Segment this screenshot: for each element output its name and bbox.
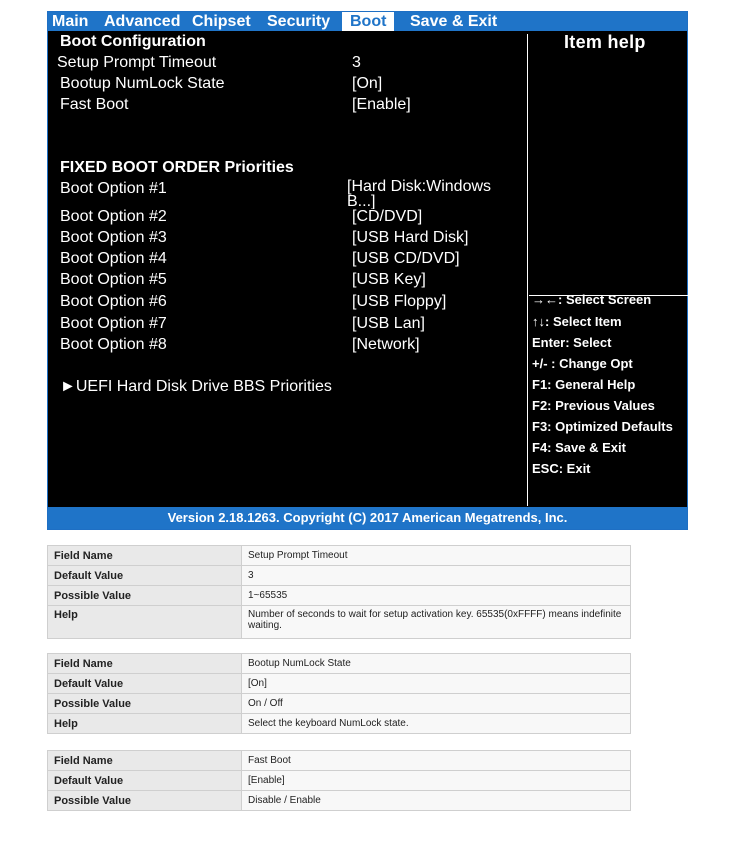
tab-boot[interactable]: Boot bbox=[342, 12, 394, 31]
boot-option-8-label[interactable]: Boot Option #8 bbox=[60, 336, 167, 353]
help-value: Number of seconds to wait for setup activation key. 65535(0xFFFF) means indefinite waiting. bbox=[242, 606, 631, 639]
table-row bbox=[48, 566, 631, 586]
key-legend-optimized-defaults: F3: Optimized Defaults bbox=[532, 419, 673, 434]
possible-value-value: Disable / Enable bbox=[242, 791, 631, 811]
fast-boot-table bbox=[47, 750, 631, 811]
field-name-key: Field Name bbox=[48, 654, 242, 674]
tab-security[interactable]: Security bbox=[267, 13, 331, 30]
boot-option-8-value[interactable]: [Network] bbox=[352, 336, 420, 353]
table-row bbox=[48, 546, 631, 566]
boot-option-2-label[interactable]: Boot Option #2 bbox=[60, 208, 167, 225]
key-legend-save-exit: F4: Save & Exit bbox=[532, 440, 626, 455]
key-legend-previous-values: F2: Previous Values bbox=[532, 398, 655, 413]
tab-save-exit[interactable]: Save & Exit bbox=[410, 13, 498, 30]
boot-option-6-value[interactable]: [USB Floppy] bbox=[352, 293, 447, 310]
field-name-key: Field Name bbox=[48, 546, 242, 566]
boot-option-3-value[interactable]: [USB Hard Disk] bbox=[352, 229, 469, 246]
field-name-value: Bootup NumLock State bbox=[242, 654, 631, 674]
setup-prompt-timeout-label[interactable]: Setup Prompt Timeout bbox=[57, 54, 217, 71]
default-value-key: Default Value bbox=[48, 674, 242, 694]
table-row bbox=[48, 771, 631, 791]
boot-option-1-label[interactable]: Boot Option #1 bbox=[60, 180, 167, 197]
panel-divider bbox=[527, 34, 528, 506]
possible-value-key: Possible Value bbox=[48, 586, 242, 606]
menu-bar bbox=[48, 12, 687, 31]
default-value-key: Default Value bbox=[48, 566, 242, 586]
default-value-value: [On] bbox=[242, 674, 631, 694]
boot-option-3-label[interactable]: Boot Option #3 bbox=[60, 229, 167, 246]
help-key: Help bbox=[48, 606, 242, 639]
tab-advanced[interactable]: Advanced bbox=[104, 13, 181, 30]
key-legend-exit: ESC: Exit bbox=[532, 461, 591, 476]
table-row bbox=[48, 694, 631, 714]
key-legend-select-item: ↑↓: Select Item bbox=[532, 314, 622, 329]
table-row bbox=[48, 654, 631, 674]
table-row bbox=[48, 606, 631, 639]
table-row bbox=[48, 714, 631, 734]
field-name-key: Field Name bbox=[48, 751, 242, 771]
key-legend-change-opt: +/- : Change Opt bbox=[532, 356, 633, 371]
possible-value-key: Possible Value bbox=[48, 791, 242, 811]
tab-main[interactable]: Main bbox=[52, 13, 89, 30]
bootup-numlock-value[interactable]: [On] bbox=[352, 75, 383, 92]
table-row bbox=[48, 586, 631, 606]
boot-option-5-value[interactable]: [USB Key] bbox=[352, 271, 426, 288]
key-legend-enter: Enter: Select bbox=[532, 335, 612, 350]
section-title-boot-configuration: Boot Configuration bbox=[60, 33, 206, 50]
help-value: Select the keyboard NumLock state. bbox=[242, 714, 631, 734]
default-value-key: Default Value bbox=[48, 771, 242, 791]
boot-option-2-value[interactable]: [CD/DVD] bbox=[352, 208, 423, 225]
boot-option-1-value[interactable]: [Hard Disk:Windows B...] bbox=[347, 179, 492, 209]
boot-option-5-label[interactable]: Boot Option #5 bbox=[60, 271, 167, 288]
bootup-numlock-table bbox=[47, 653, 631, 734]
boot-option-7-label[interactable]: Boot Option #7 bbox=[60, 315, 167, 332]
table-row bbox=[48, 791, 631, 811]
uefi-hdd-bbs-priorities-submenu[interactable]: ►UEFI Hard Disk Drive BBS Priorities bbox=[60, 378, 332, 395]
setup-prompt-timeout-value[interactable]: 3 bbox=[352, 54, 361, 71]
field-name-value: Fast Boot bbox=[242, 751, 631, 771]
boot-option-4-value[interactable]: [USB CD/DVD] bbox=[352, 250, 460, 267]
boot-option-4-label[interactable]: Boot Option #4 bbox=[60, 250, 167, 267]
field-name-value: Setup Prompt Timeout bbox=[242, 546, 631, 566]
fast-boot-value[interactable]: [Enable] bbox=[352, 96, 411, 113]
table-row bbox=[48, 751, 631, 771]
table-row bbox=[48, 674, 631, 694]
possible-value-value: On / Off bbox=[242, 694, 631, 714]
setup-prompt-timeout-table bbox=[47, 545, 631, 639]
key-legend-select-screen: →←: Select Screen bbox=[532, 292, 652, 307]
boot-option-7-value[interactable]: [USB Lan] bbox=[352, 315, 425, 332]
key-legend-general-help: F1: General Help bbox=[532, 377, 636, 392]
default-value-value: 3 bbox=[242, 566, 631, 586]
item-help-title: Item help bbox=[564, 32, 646, 52]
tab-chipset[interactable]: Chipset bbox=[192, 13, 251, 30]
help-key: Help bbox=[48, 714, 242, 734]
fixed-boot-order-title: FIXED BOOT ORDER Priorities bbox=[60, 159, 294, 176]
bios-setup-window bbox=[47, 11, 688, 530]
version-footer: Version 2.18.1263. Copyright (C) 2017 American Megatrends, Inc. bbox=[48, 507, 687, 529]
possible-value-value: 1~65535 bbox=[242, 586, 631, 606]
boot-option-6-label[interactable]: Boot Option #6 bbox=[60, 293, 167, 310]
possible-value-key: Possible Value bbox=[48, 694, 242, 714]
bootup-numlock-label[interactable]: Bootup NumLock State bbox=[60, 75, 225, 92]
fast-boot-label[interactable]: Fast Boot bbox=[60, 96, 129, 113]
default-value-value: [Enable] bbox=[242, 771, 631, 791]
